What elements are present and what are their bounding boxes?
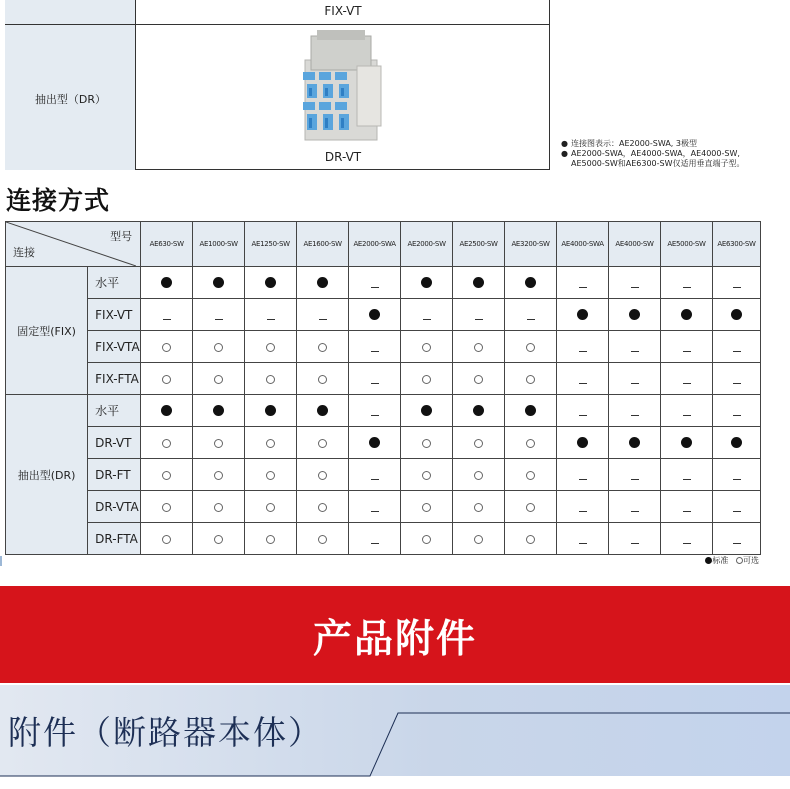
not-available-dash <box>371 543 379 544</box>
not-available-dash <box>683 351 691 352</box>
connection-type-label: DR-FTA <box>88 523 141 555</box>
availability-cell <box>245 491 297 523</box>
not-available-dash <box>631 479 639 480</box>
availability-cell <box>661 459 713 491</box>
standard-marker <box>473 277 484 288</box>
top-row1-label-cell <box>5 0 136 24</box>
availability-cell <box>193 267 245 299</box>
availability-cell <box>401 395 453 427</box>
availability-cell <box>661 363 713 395</box>
optional-marker <box>526 343 535 352</box>
availability-cell <box>401 427 453 459</box>
availability-cell <box>661 523 713 555</box>
table-row <box>6 363 761 395</box>
optional-marker <box>266 375 275 384</box>
connection-type-label: DR-FT <box>88 459 141 491</box>
availability-cell <box>713 459 761 491</box>
not-available-dash <box>527 319 535 320</box>
optional-marker <box>526 503 535 512</box>
not-available-dash <box>683 511 691 512</box>
availability-cell <box>713 395 761 427</box>
availability-cell <box>245 267 297 299</box>
availability-cell <box>141 459 193 491</box>
availability-cell <box>349 299 401 331</box>
table-row <box>6 331 761 363</box>
subsection-title: 附件（断路器本体） <box>8 713 323 752</box>
availability-cell <box>661 427 713 459</box>
optional-marker <box>318 503 327 512</box>
availability-cell <box>401 331 453 363</box>
availability-cell <box>505 523 557 555</box>
availability-cell <box>349 459 401 491</box>
availability-cell <box>713 523 761 555</box>
not-available-dash <box>371 511 379 512</box>
availability-cell <box>661 331 713 363</box>
connection-type-label: FIX-VT <box>88 299 141 331</box>
standard-marker <box>265 405 276 416</box>
availability-cell <box>557 459 609 491</box>
optional-marker <box>474 535 483 544</box>
table-row <box>6 427 761 459</box>
availability-cell <box>557 523 609 555</box>
availability-cell <box>557 395 609 427</box>
not-available-dash <box>683 383 691 384</box>
not-available-dash <box>579 543 587 544</box>
standard-marker <box>681 437 692 448</box>
availability-cell <box>557 331 609 363</box>
availability-cell <box>453 523 505 555</box>
availability-cell <box>505 299 557 331</box>
connection-type-label: 水平 <box>88 267 141 299</box>
not-available-dash <box>579 383 587 384</box>
availability-cell <box>193 523 245 555</box>
availability-cell <box>349 331 401 363</box>
not-available-dash <box>631 543 639 544</box>
table-row <box>6 459 761 491</box>
availability-cell <box>401 299 453 331</box>
model-header: AE6300-SW <box>713 222 761 267</box>
availability-cell <box>297 459 349 491</box>
optional-marker <box>422 503 431 512</box>
table-row <box>6 395 761 427</box>
availability-cell <box>245 459 297 491</box>
note-3: AE5000-SW和AE6300-SW仅适用垂直端子型。 <box>571 159 745 168</box>
connection-type-label: DR-VT <box>88 427 141 459</box>
group-label: 抽出型(DR) <box>6 395 88 555</box>
availability-cell <box>349 427 401 459</box>
availability-cell <box>609 427 661 459</box>
model-header: AE1600-SW <box>297 222 349 267</box>
availability-cell <box>401 267 453 299</box>
not-available-dash <box>319 319 327 320</box>
legend <box>705 555 759 566</box>
optional-marker <box>162 503 171 512</box>
optional-marker <box>422 439 431 448</box>
connection-table <box>5 221 761 555</box>
optional-marker <box>474 503 483 512</box>
availability-cell <box>453 427 505 459</box>
standard-marker <box>421 277 432 288</box>
availability-cell <box>713 299 761 331</box>
not-available-dash <box>371 383 379 384</box>
availability-cell <box>193 459 245 491</box>
availability-cell <box>245 427 297 459</box>
not-available-dash <box>733 287 741 288</box>
table-row <box>6 267 761 299</box>
availability-cell <box>505 267 557 299</box>
availability-cell <box>609 267 661 299</box>
availability-cell <box>609 459 661 491</box>
availability-cell <box>245 523 297 555</box>
not-available-dash <box>579 287 587 288</box>
availability-cell <box>453 363 505 395</box>
optional-marker <box>318 535 327 544</box>
optional-marker <box>526 375 535 384</box>
availability-cell <box>609 331 661 363</box>
not-available-dash <box>631 351 639 352</box>
availability-cell <box>401 459 453 491</box>
standard-marker <box>681 309 692 320</box>
availability-cell <box>505 331 557 363</box>
not-available-dash <box>475 319 483 320</box>
not-available-dash <box>163 319 171 320</box>
not-available-dash <box>579 511 587 512</box>
standard-marker <box>161 277 172 288</box>
optional-marker <box>266 343 275 352</box>
dr-row-label: 抽出型（DR） <box>34 93 107 106</box>
not-available-dash <box>371 479 379 480</box>
optional-marker <box>526 471 535 480</box>
table-body <box>6 267 761 555</box>
availability-cell <box>349 363 401 395</box>
not-available-dash <box>579 415 587 416</box>
availability-cell <box>297 395 349 427</box>
availability-cell <box>505 459 557 491</box>
optional-marker <box>422 343 431 352</box>
optional-marker <box>214 503 223 512</box>
optional-marker <box>318 439 327 448</box>
standard-marker <box>731 309 742 320</box>
not-available-dash <box>423 319 431 320</box>
availability-cell <box>401 491 453 523</box>
availability-cell <box>505 427 557 459</box>
not-available-dash <box>631 383 639 384</box>
standard-marker <box>473 405 484 416</box>
group-label: 固定型(FIX) <box>6 267 88 395</box>
availability-cell <box>661 395 713 427</box>
availability-cell <box>713 427 761 459</box>
not-available-dash <box>733 351 741 352</box>
availability-cell <box>713 363 761 395</box>
model-header: AE2500-SW <box>453 222 505 267</box>
availability-cell <box>557 491 609 523</box>
availability-cell <box>245 299 297 331</box>
dr-vt-caption: DR-VT <box>324 150 362 164</box>
optional-marker <box>474 439 483 448</box>
standard-marker <box>525 277 536 288</box>
standard-marker <box>577 309 588 320</box>
model-header: AE1250-SW <box>245 222 297 267</box>
availability-cell <box>297 299 349 331</box>
availability-cell <box>609 363 661 395</box>
standard-marker <box>421 405 432 416</box>
banner-title: 产品附件 <box>312 617 477 662</box>
optional-marker <box>266 535 275 544</box>
availability-cell <box>505 491 557 523</box>
model-header: AE2000-SW <box>401 222 453 267</box>
not-available-dash <box>683 479 691 480</box>
legend-standard-label: 标准 <box>712 556 729 565</box>
availability-cell <box>557 299 609 331</box>
model-header: AE5000-SW <box>661 222 713 267</box>
table-corner-header <box>6 222 141 267</box>
model-header: AE2000-SWA <box>349 222 401 267</box>
availability-cell <box>453 459 505 491</box>
availability-cell <box>661 267 713 299</box>
standard-marker <box>629 437 640 448</box>
model-header: AE3200-SW <box>505 222 557 267</box>
optional-marker <box>474 343 483 352</box>
connection-type-label: FIX-FTA <box>88 363 141 395</box>
optional-marker <box>214 375 223 384</box>
availability-cell <box>713 331 761 363</box>
availability-cell <box>141 427 193 459</box>
optional-marker <box>318 343 327 352</box>
availability-cell <box>453 267 505 299</box>
availability-cell <box>141 491 193 523</box>
optional-marker <box>526 535 535 544</box>
corner-connection-label: 连接 <box>13 246 35 259</box>
table-header-row <box>6 222 761 267</box>
optional-marker <box>318 471 327 480</box>
availability-cell <box>245 331 297 363</box>
optional-marker <box>214 439 223 448</box>
connection-type-label: DR-VTA <box>88 491 141 523</box>
not-available-dash <box>215 319 223 320</box>
subsection-header <box>0 685 790 789</box>
availability-cell <box>193 363 245 395</box>
availability-cell <box>297 491 349 523</box>
optional-marker <box>162 439 171 448</box>
optional-marker <box>162 535 171 544</box>
optional-marker <box>422 375 431 384</box>
not-available-dash <box>733 383 741 384</box>
connection-type-label: FIX-VTA <box>88 331 141 363</box>
not-available-dash <box>579 479 587 480</box>
standard-marker <box>317 405 328 416</box>
model-header: AE630-SW <box>141 222 193 267</box>
availability-cell <box>297 267 349 299</box>
standard-marker <box>525 405 536 416</box>
availability-cell <box>349 523 401 555</box>
standard-marker <box>577 437 588 448</box>
availability-cell <box>453 299 505 331</box>
model-header: AE4000-SW <box>609 222 661 267</box>
availability-cell <box>609 491 661 523</box>
availability-cell <box>349 267 401 299</box>
availability-cell <box>193 427 245 459</box>
availability-cell <box>401 523 453 555</box>
not-available-dash <box>371 415 379 416</box>
note-1: ● 连接图表示：AE2000-SWA, 3极型 <box>561 139 697 148</box>
not-available-dash <box>733 479 741 480</box>
not-available-dash <box>733 543 741 544</box>
availability-cell <box>349 395 401 427</box>
availability-cell <box>193 299 245 331</box>
legend-optional-label: 可选 <box>743 556 759 565</box>
availability-cell <box>141 267 193 299</box>
model-header: AE1000-SW <box>193 222 245 267</box>
availability-cell <box>245 363 297 395</box>
availability-cell <box>661 491 713 523</box>
optional-marker <box>526 439 535 448</box>
accessories-banner <box>0 586 790 683</box>
availability-cell <box>505 363 557 395</box>
not-available-dash <box>733 511 741 512</box>
availability-cell <box>245 395 297 427</box>
availability-cell <box>141 363 193 395</box>
fix-vt-caption: FIX-VT <box>324 4 362 18</box>
availability-cell <box>297 523 349 555</box>
not-available-dash <box>579 351 587 352</box>
optional-marker <box>162 375 171 384</box>
notes <box>561 139 745 169</box>
availability-cell <box>193 395 245 427</box>
model-header: AE4000-SWA <box>557 222 609 267</box>
standard-marker <box>161 405 172 416</box>
not-available-dash <box>733 415 741 416</box>
availability-cell <box>557 267 609 299</box>
note-2: ● AE2000-SWA，AE4000-SWA，AE4000-SW, <box>561 149 740 158</box>
availability-cell <box>193 331 245 363</box>
page-edge-marker <box>0 556 2 566</box>
availability-cell <box>141 299 193 331</box>
standard-marker <box>369 309 380 320</box>
top-figure-table <box>5 0 550 170</box>
not-available-dash <box>371 287 379 288</box>
standard-marker <box>213 277 224 288</box>
availability-cell <box>297 363 349 395</box>
availability-cell <box>349 491 401 523</box>
not-available-dash <box>371 351 379 352</box>
availability-cell <box>401 363 453 395</box>
not-available-dash <box>631 415 639 416</box>
optional-marker <box>162 343 171 352</box>
availability-cell <box>141 395 193 427</box>
availability-cell <box>141 331 193 363</box>
availability-cell <box>193 491 245 523</box>
optional-marker <box>266 471 275 480</box>
availability-cell <box>297 331 349 363</box>
legend-optional-marker <box>736 557 743 564</box>
availability-cell <box>141 523 193 555</box>
not-available-dash <box>631 511 639 512</box>
standard-marker <box>369 437 380 448</box>
standard-marker <box>317 277 328 288</box>
availability-cell <box>505 395 557 427</box>
not-available-dash <box>683 543 691 544</box>
optional-marker <box>474 375 483 384</box>
table-row <box>6 299 761 331</box>
standard-marker <box>731 437 742 448</box>
optional-marker <box>422 535 431 544</box>
availability-cell <box>557 427 609 459</box>
optional-marker <box>266 503 275 512</box>
table-row <box>6 491 761 523</box>
not-available-dash <box>267 319 275 320</box>
availability-cell <box>453 331 505 363</box>
standard-marker <box>265 277 276 288</box>
optional-marker <box>422 471 431 480</box>
breaker-dr-image <box>297 30 387 145</box>
table-row <box>6 523 761 555</box>
not-available-dash <box>683 287 691 288</box>
optional-marker <box>214 535 223 544</box>
availability-cell <box>453 491 505 523</box>
optional-marker <box>214 343 223 352</box>
availability-cell <box>713 491 761 523</box>
not-available-dash <box>683 415 691 416</box>
corner-model-label: 型号 <box>110 230 133 243</box>
availability-cell <box>713 267 761 299</box>
availability-cell <box>557 363 609 395</box>
standard-marker <box>213 405 224 416</box>
optional-marker <box>318 375 327 384</box>
availability-cell <box>609 523 661 555</box>
availability-cell <box>297 427 349 459</box>
optional-marker <box>266 439 275 448</box>
standard-marker <box>629 309 640 320</box>
optional-marker <box>214 471 223 480</box>
connection-type-label: 水平 <box>88 395 141 427</box>
availability-cell <box>661 299 713 331</box>
availability-cell <box>453 395 505 427</box>
availability-cell <box>609 395 661 427</box>
not-available-dash <box>631 287 639 288</box>
section-title: 连接方式 <box>6 186 111 215</box>
optional-marker <box>162 471 171 480</box>
optional-marker <box>474 471 483 480</box>
availability-cell <box>609 299 661 331</box>
